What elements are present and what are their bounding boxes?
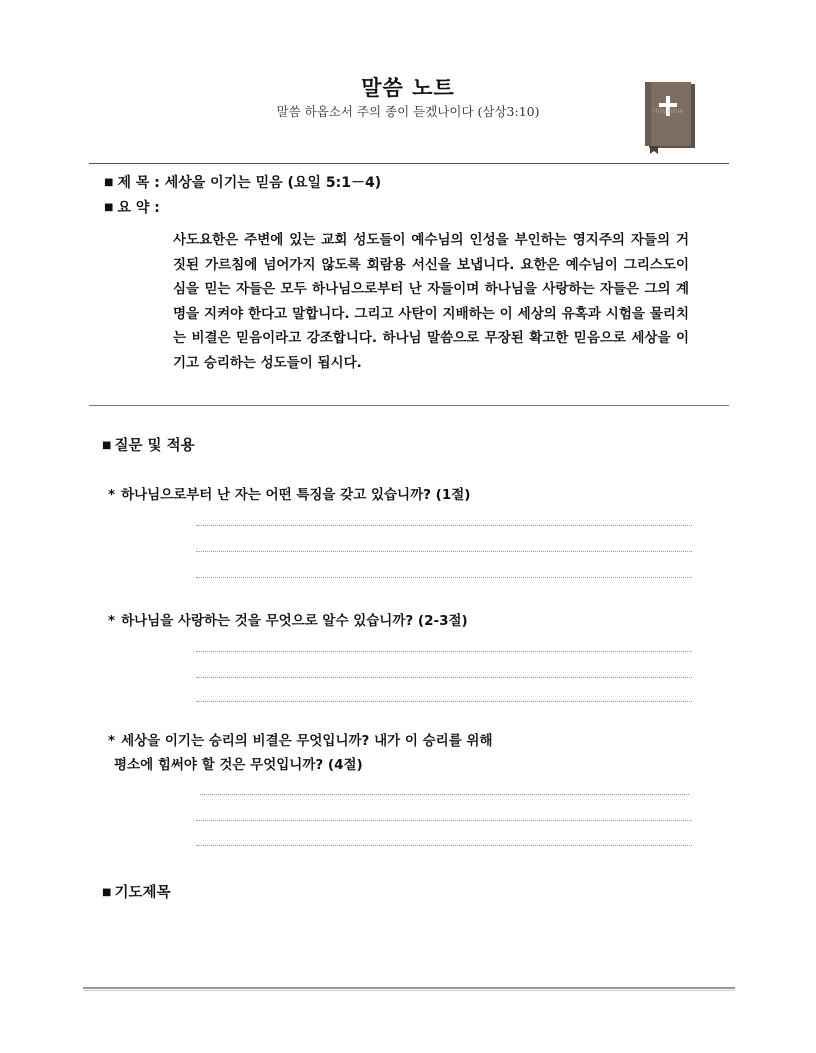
answer-line[interactable] — [200, 794, 689, 795]
question-1 — [108, 483, 470, 507]
answer-line[interactable] — [196, 820, 692, 821]
answer-line[interactable] — [196, 525, 692, 526]
sermon-summary-row — [104, 197, 160, 217]
sermon-title-value: 세상을 이기는 믿음 (요일 5:1－4) — [164, 175, 382, 191]
sermon-summary-label: 요 약 : — [117, 200, 160, 216]
answer-line[interactable] — [196, 701, 692, 702]
square-bullet-icon: ■ — [104, 202, 114, 213]
prayer-heading — [102, 881, 170, 902]
footer-divider — [83, 987, 735, 989]
answer-line[interactable] — [196, 845, 692, 846]
square-bullet-icon: ■ — [104, 177, 114, 188]
asterisk-icon: * — [108, 613, 116, 629]
square-bullet-icon: ■ — [102, 440, 112, 451]
question-1-text: 하나님으로부터 난 자는 어떤 특징을 갖고 있습니까? (1절) — [121, 487, 471, 503]
square-bullet-icon: ■ — [102, 887, 112, 898]
question-2 — [108, 609, 468, 633]
bible-book-icon — [641, 82, 695, 154]
question-3-text-line1: 세상을 이기는 승리의 비결은 무엇입니까? 내가 이 승리를 위해 — [121, 733, 493, 749]
page-subtitle: 말씀 하옵소서 주의 종이 듣겠나이다 (삼상3:10) — [276, 104, 540, 119]
answer-line[interactable] — [196, 651, 692, 652]
asterisk-icon: * — [108, 487, 116, 503]
footer-divider-shadow — [83, 990, 735, 991]
answer-line[interactable] — [196, 551, 692, 552]
page-title: 말씀 노트 — [361, 76, 455, 100]
question-2-text: 하나님을 사랑하는 것을 무엇으로 알수 있습니까? (2-3절) — [121, 613, 468, 629]
answer-line[interactable] — [196, 577, 692, 578]
asterisk-icon: * — [108, 733, 116, 749]
sermon-summary-text: 사도요한은 주변에 있는 교회 성도들이 예수님의 인성을 부인하는 영지주의 자들의 거짓된 가르침에 넘어가지 않도록 회람용 서신을 보냅니다. 요한은 예수님이 그리스도이심을 믿는 자들은 모두 하나님으로부터 난 자들이며 하나님을 사랑하는 자들은 그의 계명을 지켜야 한다고 말합니다. 그리고 사탄이 지배하는 이 세상의 유혹과 시험을 물리치는 비결은 믿음이라고 강조합니다. 하나님 말씀으로 무장된 확고한 믿음으로 세상을 이기고 승리하는 성도들이 됩시다. — [173, 232, 689, 371]
prayer-heading-text: 기도제목 — [114, 885, 171, 901]
answer-line[interactable] — [196, 677, 692, 678]
section-divider — [89, 405, 729, 406]
question-3-text-line2: 평소에 힘써야 할 것은 무엇입니까? (4절) — [114, 757, 363, 773]
sermon-title-label: 제 목 : — [117, 175, 160, 191]
sermon-title-row — [104, 172, 381, 192]
svg-text:Holy Bible: Holy Bible — [652, 108, 684, 115]
question-3 — [108, 729, 493, 777]
header-divider — [89, 163, 729, 164]
application-heading — [102, 434, 195, 455]
application-heading-text: 질문 및 적용 — [114, 438, 195, 454]
